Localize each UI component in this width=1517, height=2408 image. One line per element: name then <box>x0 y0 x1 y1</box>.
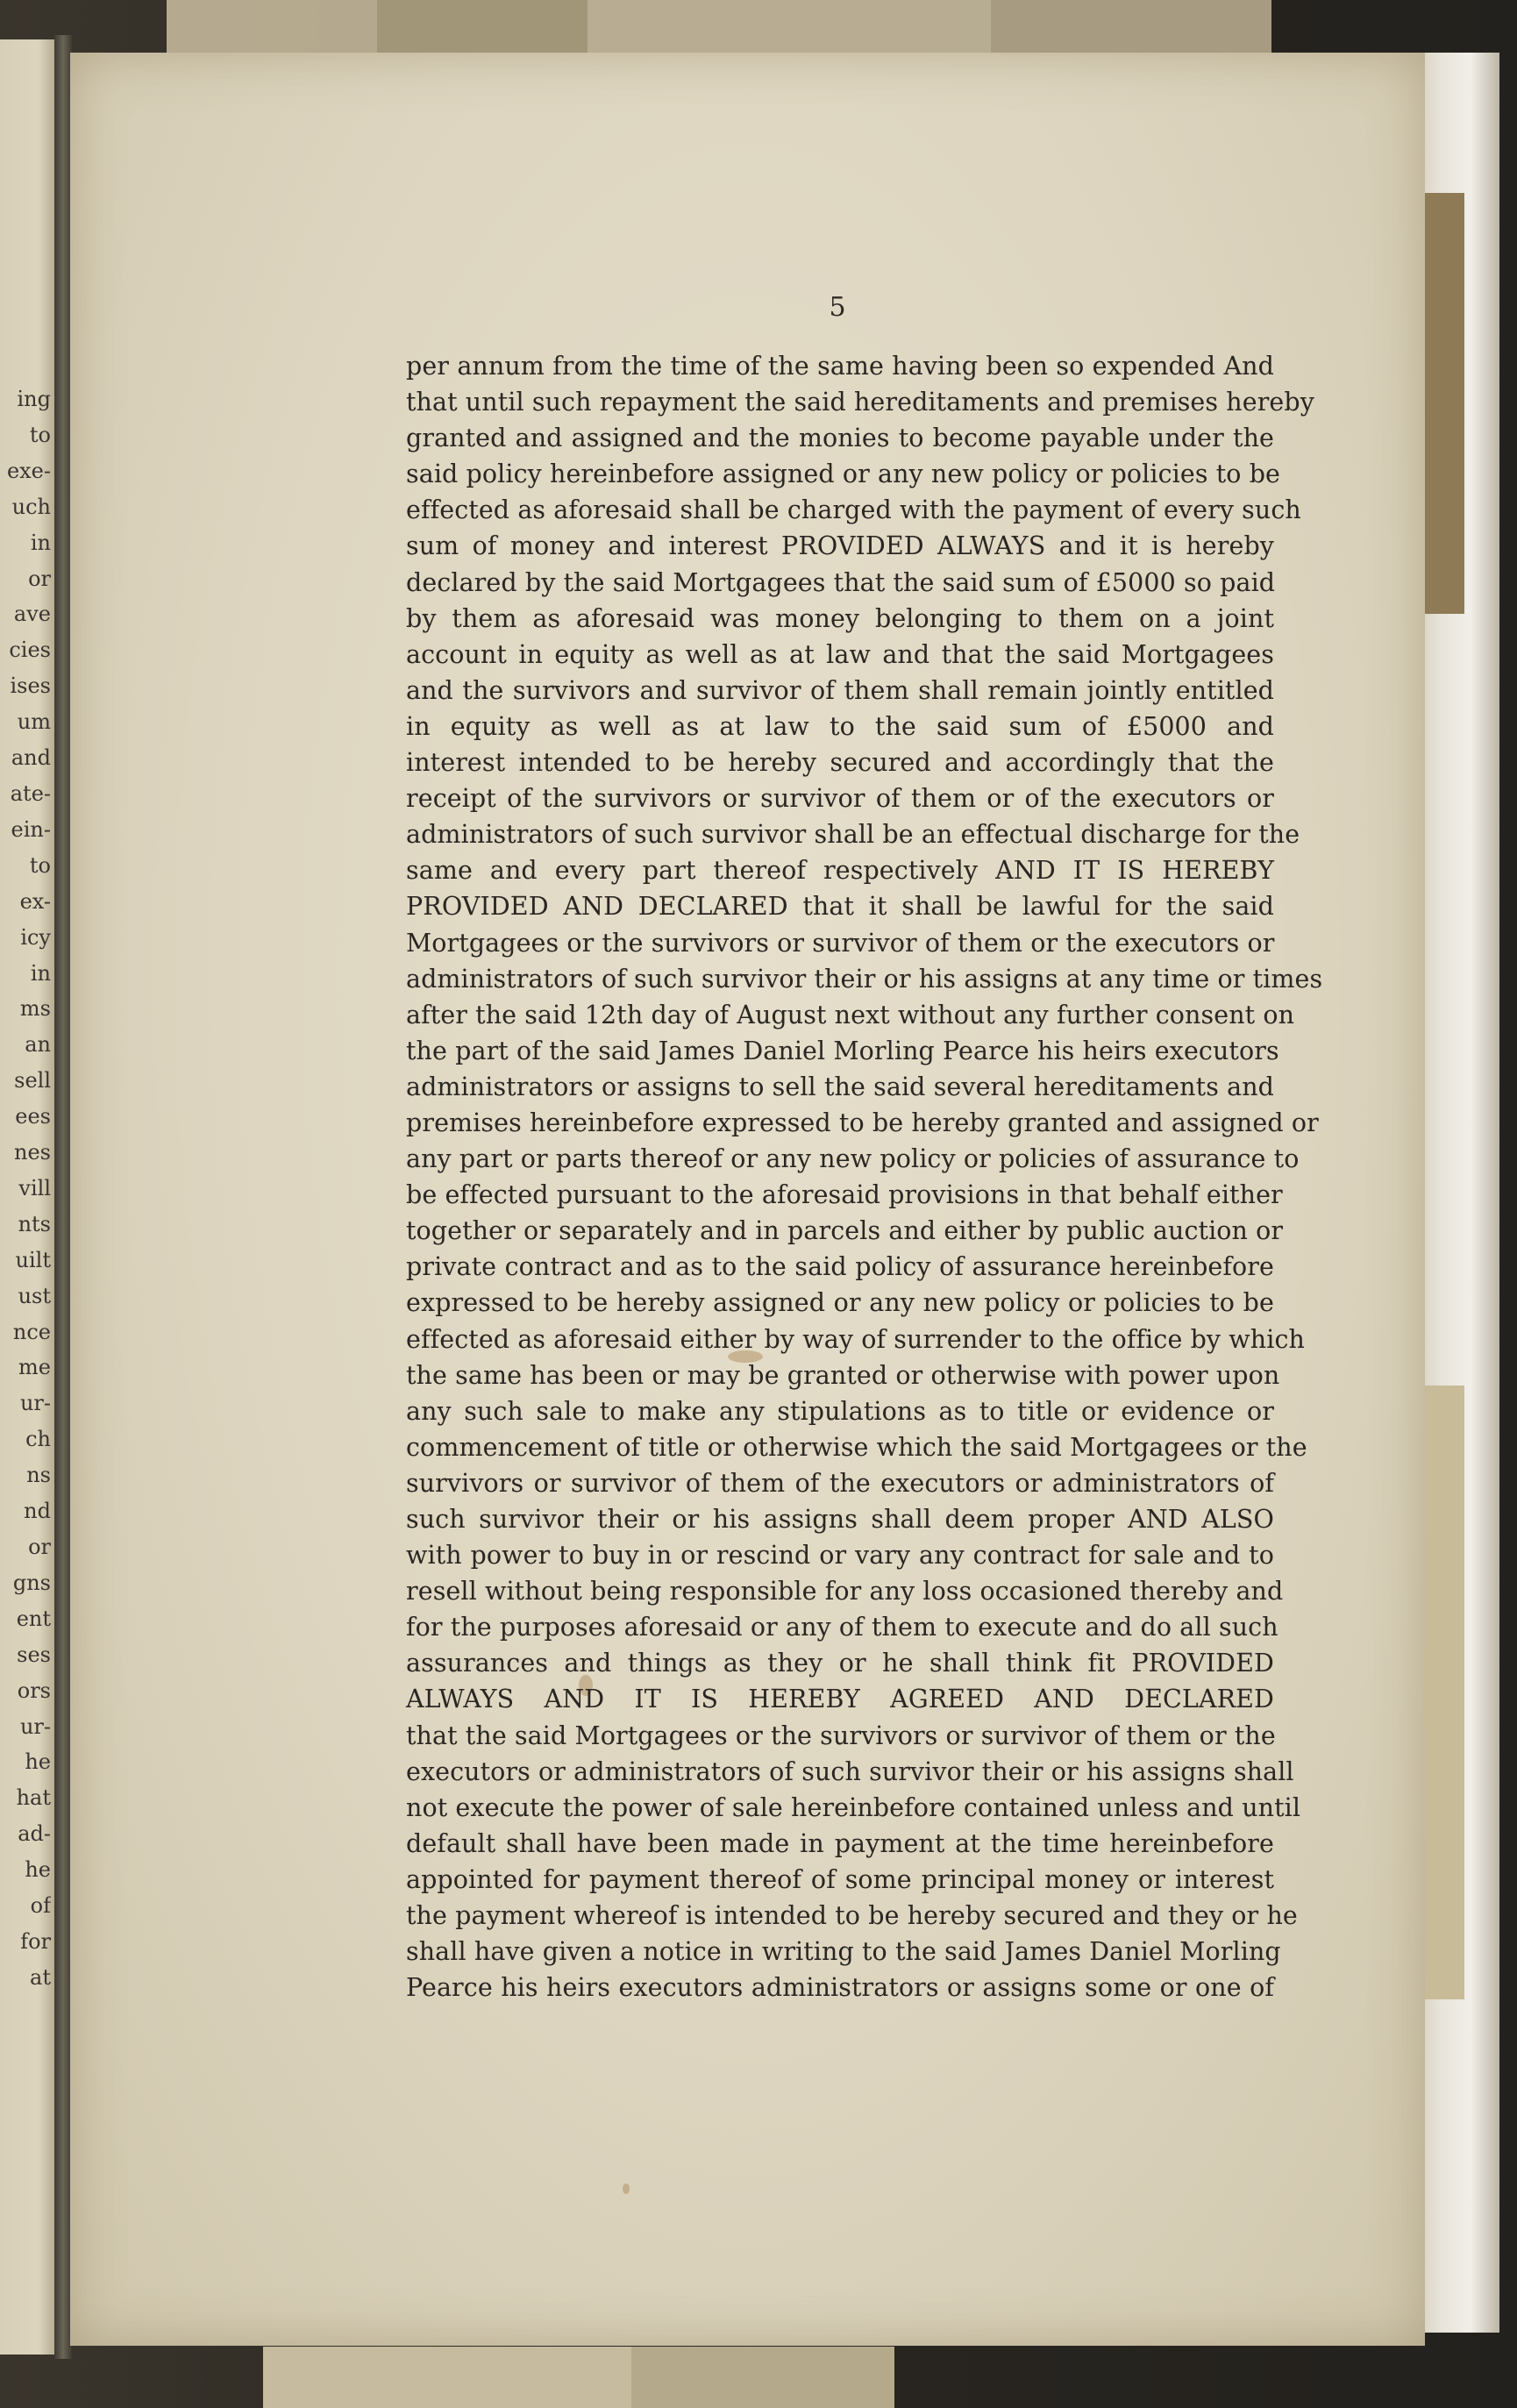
text-line: expressed to be hereby assigned or any new policy or policies to be <box>406 1288 1274 1318</box>
text-line: by them as aforesaid was money belonging to them on a joint <box>406 603 1274 633</box>
text-line: Pearce his heirs executors administrators or assigns some or one of <box>406 1973 1274 2003</box>
text-line: any part or parts thereof or any new policy or policies of assurance to <box>406 1144 1300 1174</box>
facing-page-fragment: uilt <box>15 1247 51 1272</box>
text-line: effected as aforesaid shall be charged with the payment of every such <box>406 495 1301 525</box>
text-line: commencement of title or otherwise which the said Mortgagees or the <box>406 1432 1307 1462</box>
facing-page-fragment: nes <box>14 1140 51 1165</box>
facing-page-fragment: nce <box>12 1319 51 1344</box>
facing-page-fragment: he <box>25 1857 51 1883</box>
text-line: same and every part thereof respectively AND IT IS HEREBY <box>406 856 1274 886</box>
text-line: declared by the said Mortgagees that the said sum of £5000 so paid <box>406 567 1276 597</box>
text-line: effected as aforesaid either by way of surrender to the office by which <box>406 1324 1305 1354</box>
text-line: not execute the power of sale hereinbefore contained unless and until <box>406 1792 1301 1822</box>
facing-page-fragment: to <box>29 422 51 447</box>
facing-page-fragment: ent <box>16 1606 51 1631</box>
facing-page-fragment: hat <box>16 1785 51 1811</box>
text-line: be effected pursuant to the aforesaid provisions in that behalf either <box>406 1180 1283 1210</box>
text-line: with power to buy in or rescind or vary any contract for sale and to <box>406 1541 1274 1571</box>
text-line: the part of the said James Daniel Morling Pearce his heirs executors <box>406 1036 1279 1065</box>
facing-page-fragment: ur- <box>19 1713 51 1739</box>
facing-page-fragment: of <box>30 1893 51 1919</box>
facing-page-fragment: me <box>18 1355 51 1380</box>
facing-page-fragment: at <box>30 1964 51 1990</box>
facing-page-fragment: um <box>17 709 51 735</box>
text-line: survivors or survivor of them of the executors or administrators of <box>406 1468 1274 1498</box>
text-line: any such sale to make any stipulations as to title or evidence or <box>406 1396 1274 1426</box>
facing-page-fragment: ust <box>18 1283 51 1308</box>
text-line: premises hereinbefore expressed to be hereby granted and assigned or <box>406 1108 1319 1137</box>
facing-page-fragment: to <box>29 852 51 878</box>
facing-page-fragment: for <box>20 1928 51 1954</box>
facing-page-fragment: ate- <box>10 780 51 806</box>
text-line: that the said Mortgagees or the survivors or survivor of them or the <box>406 1721 1276 1750</box>
facing-page-fragment: ses <box>17 1642 51 1667</box>
book-spine <box>54 35 72 2359</box>
text-line: Mortgagees or the survivors or survivor of them or the executors or <box>406 928 1275 958</box>
facing-page-fragment: ch <box>25 1427 51 1452</box>
text-line: said policy hereinbefore assigned or any new policy or policies to be <box>406 460 1281 489</box>
text-line: administrators of such survivor shall be an effectual discharge for the <box>406 820 1300 850</box>
text-line: interest intended to be hereby secured and accordingly that the <box>406 748 1274 778</box>
facing-page-fragment: ex- <box>19 888 51 914</box>
body-text <box>406 348 1323 2005</box>
facing-page-fragment: ees <box>15 1104 51 1129</box>
facing-page-fragment: ein- <box>11 816 51 842</box>
text-line: sum of money and interest PROVIDED ALWAYS and it is hereby <box>406 531 1274 561</box>
text-line: the payment whereof is intended to be hereby secured and they or he <box>406 1901 1298 1931</box>
text-line: PROVIDED AND DECLARED that it shall be lawful for the said <box>406 892 1274 922</box>
facing-page <box>0 39 54 2355</box>
facing-page-fragment: vill <box>18 1175 51 1200</box>
torn-paper-strip <box>631 2347 894 2408</box>
text-line: account in equity as well as at law and that the said Mortgagees <box>406 639 1274 669</box>
facing-page-fragment: ave <box>13 602 51 627</box>
text-line: after the said 12th day of August next without any further consent on <box>406 1000 1295 1029</box>
text-line: ALWAYS AND IT IS HEREBY AGREED AND DECLARED <box>406 1685 1274 1714</box>
text-line: shall have given a notice in writing to the said James Daniel Morling <box>406 1937 1281 1967</box>
facing-page-fragment: exe- <box>6 458 51 483</box>
facing-page-fragment: or <box>28 566 51 591</box>
facing-page-fragment: gns <box>12 1570 51 1595</box>
facing-page-fragment: ms <box>19 996 51 1022</box>
text-line: and the survivors and survivor of them shall remain jointly entitled <box>406 675 1274 705</box>
facing-page-fragment: ad- <box>18 1821 51 1847</box>
page-number: 5 <box>829 292 846 323</box>
text-line: per annum from the time of the same having been so expended And <box>406 352 1274 381</box>
text-line: resell without being responsible for any loss occasioned thereby and <box>406 1577 1284 1607</box>
facing-page-text <box>0 381 51 1996</box>
text-line: granted and assigned and the monies to become payable under the <box>406 424 1274 453</box>
text-line: administrators of such survivor their or his assigns at any time or times <box>406 964 1323 994</box>
text-line: the same has been or may be granted or otherwise with power upon <box>406 1360 1280 1390</box>
text-line: receipt of the survivors or survivor of them or of the executors or <box>406 784 1274 814</box>
facing-page-fragment: or <box>28 1535 51 1559</box>
text-line: private contract and as to the said policy of assurance hereinbefore <box>406 1252 1274 1282</box>
facing-page-fragment: uch <box>11 494 51 519</box>
text-line: assurances and things as they or he shall think fit PROVIDED <box>406 1649 1274 1678</box>
text-line: that until such repayment the said hereditaments and premises hereby <box>406 388 1314 417</box>
facing-page-fragment: cies <box>9 638 51 663</box>
facing-page-fragment: in <box>30 530 51 555</box>
facing-page-fragment: ing <box>17 387 51 411</box>
facing-page-fragment: sell <box>14 1068 51 1094</box>
facing-page-fragment: he <box>25 1749 51 1775</box>
facing-page-fragment: and <box>11 745 51 771</box>
facing-page-fragment: ur- <box>19 1391 51 1416</box>
facing-page-fragment: nts <box>18 1211 51 1236</box>
facing-page-fragment: ns <box>26 1463 51 1488</box>
text-line: in equity as well as at law to the said sum of £5000 and <box>406 711 1274 741</box>
text-line: such survivor their or his assigns shall deem proper AND ALSO <box>406 1505 1274 1534</box>
text-line: executors or administrators of such survivor their or his assigns shall <box>406 1756 1294 1786</box>
stain-mark <box>623 2184 630 2194</box>
facing-page-fragment: ises <box>10 673 51 699</box>
facing-page-fragment: an <box>25 1032 51 1058</box>
facing-page-fragment: icy <box>20 924 51 950</box>
text-line: appointed for payment thereof of some principal money or interest <box>406 1864 1274 1894</box>
text-line: administrators or assigns to sell the said several hereditaments and <box>406 1072 1274 1101</box>
text-line: for the purposes aforesaid or any of them to execute and do all such <box>406 1613 1278 1642</box>
torn-paper-strip <box>263 2347 631 2408</box>
facing-page-fragment: in <box>30 960 51 986</box>
facing-page-fragment: ors <box>17 1678 51 1703</box>
facing-page-fragment: nd <box>24 1499 51 1524</box>
text-line: together or separately and in parcels and either by public auction or <box>406 1216 1284 1246</box>
text-line: default shall have been made in payment at the time hereinbefore <box>406 1828 1274 1858</box>
